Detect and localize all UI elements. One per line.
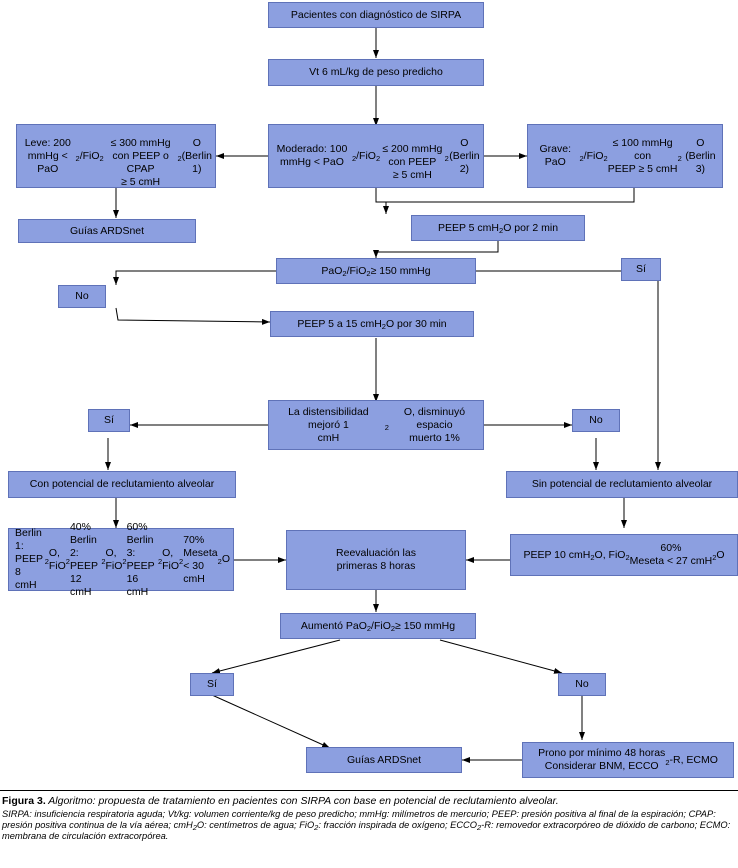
node-no-3: No xyxy=(558,673,606,696)
node-peep-5-15-30min: PEEP 5 a 15 cmH $_2$ O por 30 min xyxy=(270,311,474,337)
node-peep-10-settings: PEEP 10 cmH $_2$ O, FiO $_2$ 60% Meseta < 27 cmH $_2$ O xyxy=(510,534,738,576)
figure-notes: SIRPA: insuficiencia respiratoria aguda; Vt/kg: volumen corriente/kg de peso predicho; mmHg: milímetros de mercurio; PEEP: presión positiva al final de la espiración; CPAP: presión positiva continua de la vía aérea; cmH$_2$O: centímetros de agua; FiO$_2$: fracción inspirada de oxígeno; $ECCO_2-R$: removedor extracorpóreo de dióxido de carbono; ECMO: membrana de circulación extracorpórea. xyxy=(2,809,731,841)
figure-caption xyxy=(0,795,738,842)
node-diagnosis: Pacientes con diagnóstico de SIRPA xyxy=(268,2,484,28)
node-severity-severe: Grave: PaO $_2$ /FiO $_2$ ≤ 100 mmHg con PEEP ≥ 5 cmH $_2$ O (Berlin 3) xyxy=(527,124,723,188)
node-severity-mild: Leve: 200 mmHg < PaO $_2$ /FiO $_2$ ≤ 300 mmHg con PEEP o CPAP ≥ 5 cmH $_2$ O (Berlin 1) xyxy=(16,124,216,188)
node-recruitment-potential-no: Sin potencial de reclutamiento alveolar xyxy=(506,471,738,498)
figure-label: Figura 3. xyxy=(2,795,46,807)
caption-divider xyxy=(0,790,738,791)
node-tidal-volume: Vt 6 mL/kg de peso predicho xyxy=(268,59,484,86)
node-peep-5-2min: PEEP 5 cmH $_2$ O por 2 min xyxy=(411,215,585,241)
node-severity-moderate: Moderado: 100 mmHg < PaO $_2$ /FiO $_2$ ≤ 200 mmHg con PEEP ≥ 5 cmH $_2$ O (Berlin 2) xyxy=(268,124,484,188)
node-no-2: No xyxy=(572,409,620,432)
node-yes-2: Sí xyxy=(88,409,130,432)
node-ardsnet-guidelines-bottom: Guías ARDSnet xyxy=(306,747,462,773)
node-yes-3: Sí xyxy=(190,673,234,696)
node-recruitment-potential-yes: Con potencial de reclutamiento alveolar xyxy=(8,471,236,498)
figure-title: Algoritmo: propuesta de tratamiento en pacientes con SIRPA con base en potencial de reclutamiento alveolar. xyxy=(45,795,559,807)
node-ardsnet-guidelines-top: Guías ARDSnet xyxy=(18,219,196,243)
node-prone-position: Prono por mínimo 48 horas Considerar BNM, ECCO $_2$ -R, ECMO xyxy=(522,742,734,778)
node-compliance-improved: La distensibilidad mejoró 1 cmH $_2$ O, disminuyó espacio muerto 1% xyxy=(268,400,484,450)
node-pafi-150: PaO $_2$ /FiO $_2$ ≥ 150 mmHg xyxy=(276,258,476,284)
node-reevaluation-8h: Reevaluación las primeras 8 horas xyxy=(286,530,466,590)
node-pafi-increase-150: Aumentó PaO $_2$ /FiO $_2$ ≥ 150 mmHg xyxy=(280,613,476,639)
node-no-1: No xyxy=(58,285,106,308)
node-berlin-settings: Berlin 1: PEEP 8 cmH $_2$ O, FiO $_2$ 40% Berlin 2: PEEP 12 cmH $_2$ O, FiO $_2$ 60% Berlin 3: PEEP 16 cmH $_2$ O, FiO $_2$ 70% Meseta < 30 cmH $_2$ O xyxy=(8,528,234,591)
node-yes-1: Sí xyxy=(621,258,661,281)
